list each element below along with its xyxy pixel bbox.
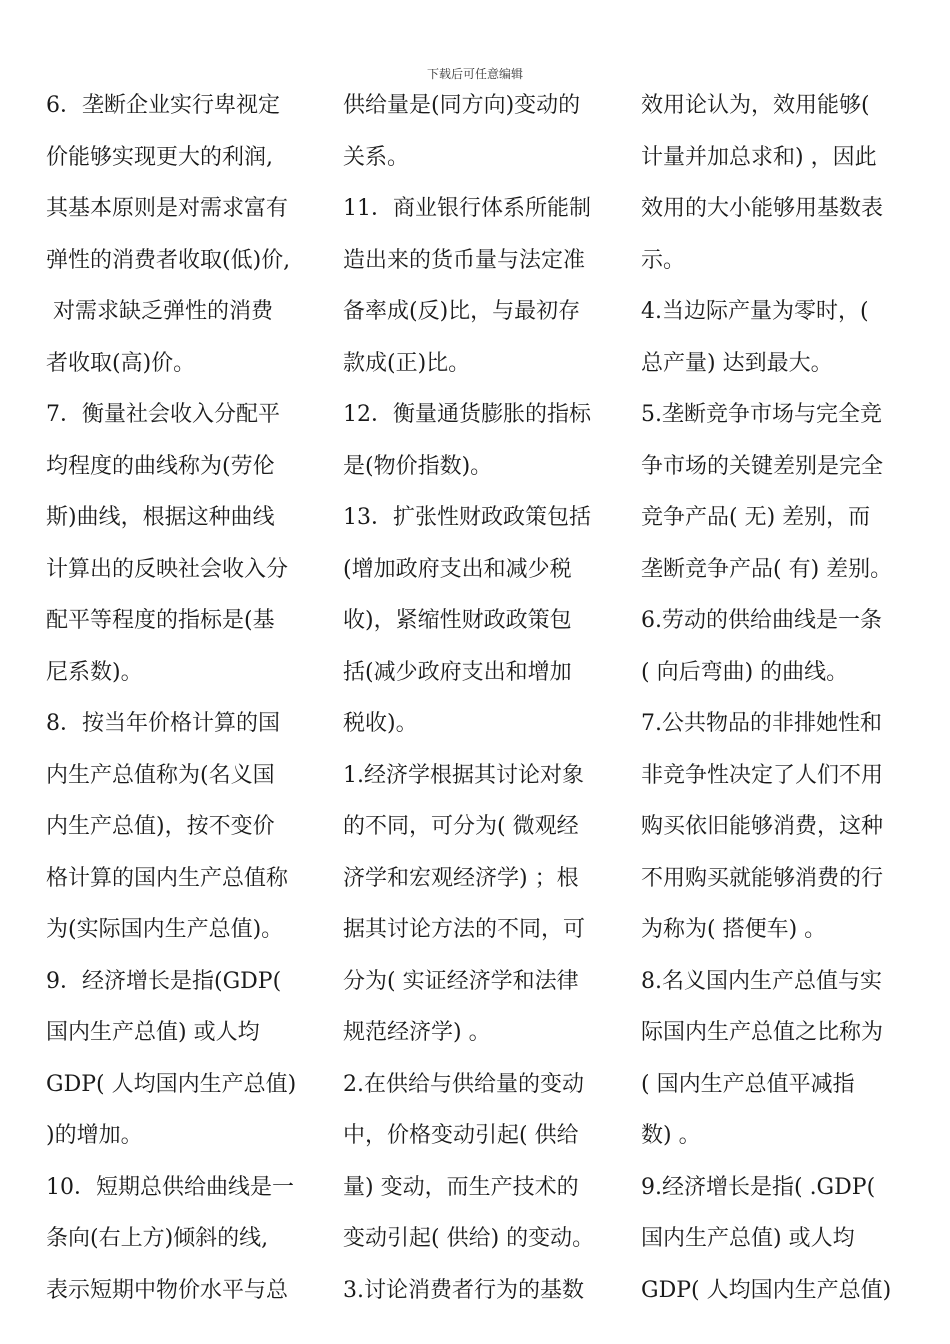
text-line: 配平等程度的指标是(基 xyxy=(46,608,275,633)
text-line: 8．按当年价格计算的国 xyxy=(46,711,280,736)
text-line: 为称为( 搭便车) 。 xyxy=(641,917,827,942)
text-line: 表示短期中物价水平与总 xyxy=(46,1277,289,1303)
text-line: 均程度的曲线称为(劳伦 xyxy=(46,453,275,479)
text-line: 规范经济学) 。 xyxy=(343,1020,491,1045)
text-line: 为(实际国内生产总值)。 xyxy=(46,917,284,942)
text-line: 分为( 实证经济学和法律 xyxy=(343,968,579,994)
text-line: 际国内生产总值之比称为 xyxy=(641,1020,884,1045)
text-line: ( 国内生产总值平减指 xyxy=(641,1071,855,1097)
text-line: 2.在供给与供给量的变动 xyxy=(343,1071,584,1097)
text-line: 5.垄断竞争市场与完全竞 xyxy=(641,402,882,427)
text-line: 6．垄断企业实行卑视定 xyxy=(46,93,280,118)
text-line: )的增加。 xyxy=(46,1123,143,1148)
text-line: 是(物价指数)。 xyxy=(343,453,493,479)
text-line: 税收)。 xyxy=(343,711,418,736)
text-line: 6.劳动的供给曲线是一条 xyxy=(641,608,882,633)
text-line: 国内生产总值) 或人均 xyxy=(46,1020,260,1045)
text-line: 变动引起( 供给) 的变动。 xyxy=(343,1226,595,1251)
text-line: 13．扩张性财政政策包括 xyxy=(343,505,591,530)
text-line: 款成(正)比。 xyxy=(343,350,471,376)
text-line: 8.名义国内生产总值与实 xyxy=(641,968,882,994)
text-line: 其基本原则是对需求富有 xyxy=(46,196,289,221)
text-line: 造出来的货币量与法定准 xyxy=(343,247,586,273)
text-line: 总产量) 达到最大。 xyxy=(641,350,833,376)
text-line: 1.经济学根据其讨论对象 xyxy=(343,762,584,788)
text-line: 国内生产总值) 或人均 xyxy=(641,1226,855,1251)
text-line: 对需求缺乏弹性的消费 xyxy=(46,299,273,324)
text-line: 条向(右上方)倾斜的线, xyxy=(46,1226,269,1251)
text-line: 备率成(反)比，与最初存 xyxy=(343,299,581,324)
text-line: 垄断竞争产品( 有) 差别。 xyxy=(641,556,893,582)
page-header: 下载后可任意编辑 xyxy=(426,67,523,81)
text-line: 济学和宏观经济学) ；根 xyxy=(343,865,579,891)
text-line: 括(减少政府支出和增加 xyxy=(343,659,572,685)
text-column-3 xyxy=(641,80,892,1316)
text-line: 供给量是(同方向)变动的 xyxy=(343,93,581,118)
text-line: 3.讨论消费者行为的基数 xyxy=(343,1277,584,1303)
text-line: 11．商业银行体系所能制 xyxy=(343,196,591,221)
text-line: 购买依旧能够消费，这种 xyxy=(641,814,884,839)
text-line: 收)，紧缩性财政政策包 xyxy=(343,608,572,633)
text-line: 效用论认为，效用能够( xyxy=(641,93,870,118)
text-line: 格计算的国内生产总值称 xyxy=(46,865,289,891)
text-line: 数) 。 xyxy=(641,1123,701,1148)
text-line: 9．经济增长是指(GDP( xyxy=(46,968,282,994)
text-line: 斯)曲线，根据这种曲线 xyxy=(46,505,275,530)
text-line: 不用购买就能够消费的行 xyxy=(641,865,884,891)
text-line: 量) 变动，而生产技术的 xyxy=(343,1174,579,1200)
text-column-2 xyxy=(343,80,594,1316)
text-line: 4.当边际产量为零时，( xyxy=(641,299,869,324)
text-line: 竞争产品( 无) 差别，而 xyxy=(641,505,871,530)
text-line: GDP( 人均国内生产总值) xyxy=(641,1277,892,1303)
text-column-1 xyxy=(46,80,296,1316)
text-line: 中，价格变动引起( 供给 xyxy=(343,1123,579,1148)
text-line: GDP( 人均国内生产总值) xyxy=(46,1071,297,1097)
text-line: 关系。 xyxy=(343,144,410,170)
text-line: 计量并加总求和) ，因此 xyxy=(641,144,877,170)
text-line: 9.经济增长是指( .GDP( xyxy=(641,1174,876,1200)
text-line: 示。 xyxy=(641,247,686,273)
text-line: 计算出的反映社会收入分 xyxy=(46,556,289,582)
text-line: 尼系数)。 xyxy=(46,659,143,685)
text-line: 7．衡量社会收入分配平 xyxy=(46,402,280,427)
text-line: 效用的大小能够用基数表 xyxy=(641,196,884,221)
text-line: 据其讨论方法的不同，可 xyxy=(343,917,586,942)
text-line: 的不同，可分为( 微观经 xyxy=(343,814,579,839)
text-line: 7.公共物品的非排她性和 xyxy=(641,711,882,736)
text-line: ( 向后弯曲) 的曲线。 xyxy=(641,659,849,685)
text-line: 内生产总值称为(名义国 xyxy=(46,762,275,788)
text-line: 10．短期总供给曲线是一 xyxy=(46,1174,294,1200)
text-line: 争市场的关键差别是完全 xyxy=(641,453,884,479)
text-line: 者收取(高)价。 xyxy=(46,350,196,376)
text-line: 价能够实现更大的利润, xyxy=(46,144,273,170)
text-line: 12．衡量通货膨胀的指标 xyxy=(343,402,591,427)
text-line: 弹性的消费者收取(低)价, xyxy=(46,247,291,273)
text-line: (增加政府支出和减少税 xyxy=(343,556,572,582)
text-line: 内生产总值)，按不变价 xyxy=(46,814,275,839)
text-line: 非竞争性决定了人们不用 xyxy=(641,762,884,788)
